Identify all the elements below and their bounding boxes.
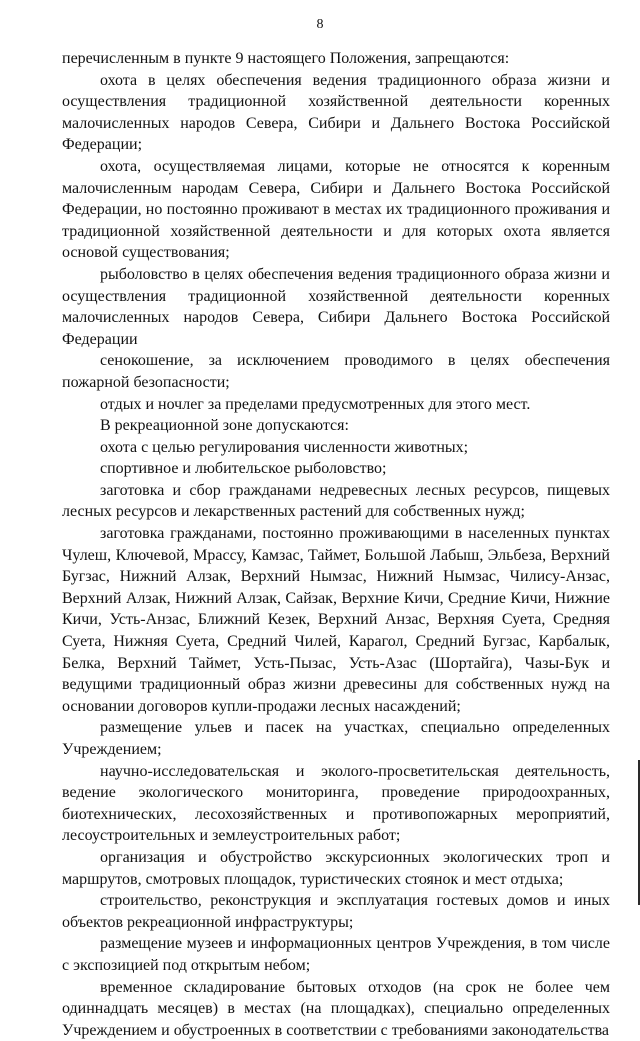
paragraph-8: охота с целью регулирования численности животных; <box>100 438 469 456</box>
page-number: 8 <box>316 17 324 32</box>
paragraph-11: заготовка гражданами, постоянно проживающими в населенных пунктах Чулеш, Ключевой, Мрассу, Камзас, Таймет, Большой Лабыш, Эльбеза, Верхний Бугзас, Нижний Алзак, Верхний Нымзас, Нижний Нымзас, Чилису-Анзас, Верхний Алзак, Нижний Алзак, Сайзак, Верхние Кичи, Средние Кичи, Нижние Кичи, Усть-Анзас, Ближний Кезек, Верхний Анзас, Верхняя Суета, Средняя Суета, Нижняя Суета, Средний Чилей, Карагол, Средний Бугзас, Карбалык, Белка, Верхний Таймет, Усть-Пызас, Усть-Азас (Шортайга), Чазы-Бук и ведущими традиционный образ жизни древесины для собственных нужд на основании договоров купли-продажи лесных насаждений; <box>62 525 610 715</box>
paragraph-9: спортивное и любительское рыболовство; <box>100 460 387 478</box>
paragraph-6: отдых и ночлег за пределами предусмотренных для этого мест. <box>100 395 531 413</box>
paragraph-2: охота в целях обеспечения ведения традиционного образа жизни и осуществления традиционной хозяйственной деятельности коренных малочисленных народов Севера, Сибири и Дальнего Востока Российской Федерации; <box>62 71 610 154</box>
paragraph-5: сенокошение, за исключением проводимого в целях обеспечения пожарной безопасности; <box>62 352 610 391</box>
paragraph-13: научно-исследовательская и эколого-просветительская деятельность, ведение экологического мониторинга, проведение природоохранных, биотехнических, лесохозяйственных и противопожарных мероприятий, лесоустроительных и землеустроительных работ; <box>62 762 610 845</box>
paragraph-17: временное складирование бытовых отходов (на срок не более чем одиннадцать месяцев) в местах (на площадках), специально определенных Учреждением и обустроенных в соответствии с требованиями законодательства <box>62 978 610 1039</box>
paragraph-7: В рекреационной зоне допускаются: <box>100 417 349 435</box>
document-body <box>62 48 610 1041</box>
paragraph-3: охота, осуществляемая лицами, которые не относятся к коренным малочисленным народам Севера, Сибири и Дальнего Востока Российской Федерации, но постоянно проживают в местах их традиционного проживания и традиционной хозяйственной деятельности и для которых охота является основой существования; <box>62 157 610 262</box>
paragraph-16: размещение музеев и информационных центров Учреждения, в том числе с экспозицией под открытым небом; <box>62 935 610 974</box>
paragraph-10: заготовка и сбор гражданами недревесных лесных ресурсов, пищевых лесных ресурсов и лекарственных растений для собственных нужд; <box>62 481 610 521</box>
paragraph-4: рыболовство в целях обеспечения ведения традиционного образа жизни и осуществления традиционной хозяйственной деятельности коренных малочисленных народов Севера, Сибири Дальнего Востока Российской Федерации <box>62 265 610 348</box>
paragraph-1: перечисленным в пункте 9 настоящего Положения, запрещаются: <box>62 50 510 67</box>
paragraph-14: организация и обустройство экскурсионных экологических троп и маршрутов, смотровых площадок, туристических стоянок и мест отдыха; <box>62 848 610 888</box>
paragraph-12: размещение ульев и пасек на участках, специально определенных Учреждением; <box>62 719 610 758</box>
paragraph-15: строительство, реконструкция и эксплуатация гостевых домов и иных объектов рекреационной инфраструктуры; <box>62 892 610 931</box>
